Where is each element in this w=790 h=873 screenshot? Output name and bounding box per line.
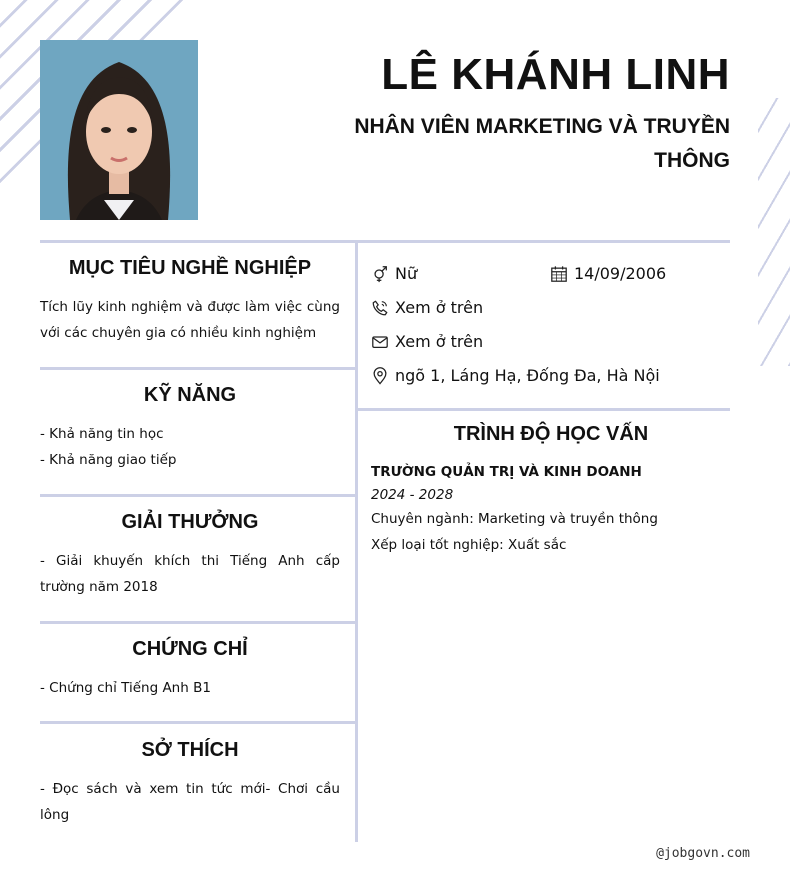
header-divider bbox=[40, 240, 730, 243]
phone-value: Xem ở trên bbox=[395, 298, 484, 317]
calendar-icon bbox=[550, 265, 568, 283]
section-heading: KỸ NĂNG bbox=[143, 384, 237, 406]
birthdate-value: 14/09/2006 bbox=[574, 264, 667, 283]
objective-text: Tích lũy kinh nghiệm và được làm việc cùng với các chuyên gia có nhiều kinh nghiệm bbox=[40, 299, 340, 341]
section-divider bbox=[40, 721, 356, 724]
gender-row bbox=[371, 264, 417, 283]
email-value: Xem ở trên bbox=[395, 332, 484, 351]
education-section bbox=[371, 422, 731, 558]
skill-item: - Khả năng tin học bbox=[40, 426, 164, 442]
email-row bbox=[371, 332, 483, 351]
section-heading: SỞ THÍCH bbox=[141, 739, 239, 761]
location-pin-icon bbox=[371, 367, 389, 385]
section-heading: MỤC TIÊU NGHỀ NGHIỆP bbox=[68, 257, 312, 279]
section-divider bbox=[40, 621, 356, 624]
education-grade: Xếp loại tốt nghiệp: Xuất sắc bbox=[371, 537, 567, 553]
education-major: Chuyên ngành: Marketing và truyền thông bbox=[371, 511, 658, 527]
decorative-stripes-right bbox=[758, 98, 790, 366]
candidate-name: LÊ KHÁNH LINH bbox=[381, 50, 730, 99]
awards-section bbox=[40, 510, 340, 600]
phone-icon bbox=[371, 299, 389, 317]
column-divider bbox=[355, 240, 358, 842]
skills-section bbox=[40, 383, 340, 473]
career-objective-section bbox=[40, 256, 340, 346]
gender-icon bbox=[371, 265, 389, 283]
section-heading: CHỨNG CHỈ bbox=[132, 638, 248, 660]
watermark: @jobgovn.com bbox=[656, 846, 750, 861]
job-title: NHÂN VIÊN MARKETING VÀ TRUYỀN THÔNG bbox=[354, 115, 730, 172]
mail-icon bbox=[371, 333, 389, 351]
section-heading: TRÌNH ĐỘ HỌC VẤN bbox=[453, 423, 649, 445]
address-row bbox=[371, 366, 660, 385]
section-divider bbox=[40, 367, 356, 370]
phone-row bbox=[371, 298, 483, 317]
hobbies-section bbox=[40, 738, 340, 828]
address-value: ngõ 1, Láng Hạ, Đống Đa, Hà Nội bbox=[395, 366, 660, 385]
education-years: 2024 - 2028 bbox=[371, 487, 454, 503]
profile-photo bbox=[40, 40, 198, 220]
gender-value: Nữ bbox=[395, 264, 418, 283]
school-name: TRƯỜNG QUẢN TRỊ VÀ KINH DOANH bbox=[371, 464, 642, 480]
certificates-section bbox=[40, 637, 340, 701]
skill-item: - Khả năng giao tiếp bbox=[40, 452, 177, 468]
birthdate-row bbox=[550, 264, 666, 283]
section-heading: GIẢI THƯỞNG bbox=[121, 511, 259, 533]
hobby-item: - Đọc sách và xem tin tức mới- Chơi cầu lông bbox=[40, 781, 340, 823]
certificate-item: - Chứng chỉ Tiếng Anh B1 bbox=[40, 680, 211, 696]
section-divider bbox=[40, 494, 356, 497]
award-item: - Giải khuyến khích thi Tiếng Anh cấp trường năm 2018 bbox=[40, 553, 340, 595]
section-divider bbox=[358, 408, 730, 411]
